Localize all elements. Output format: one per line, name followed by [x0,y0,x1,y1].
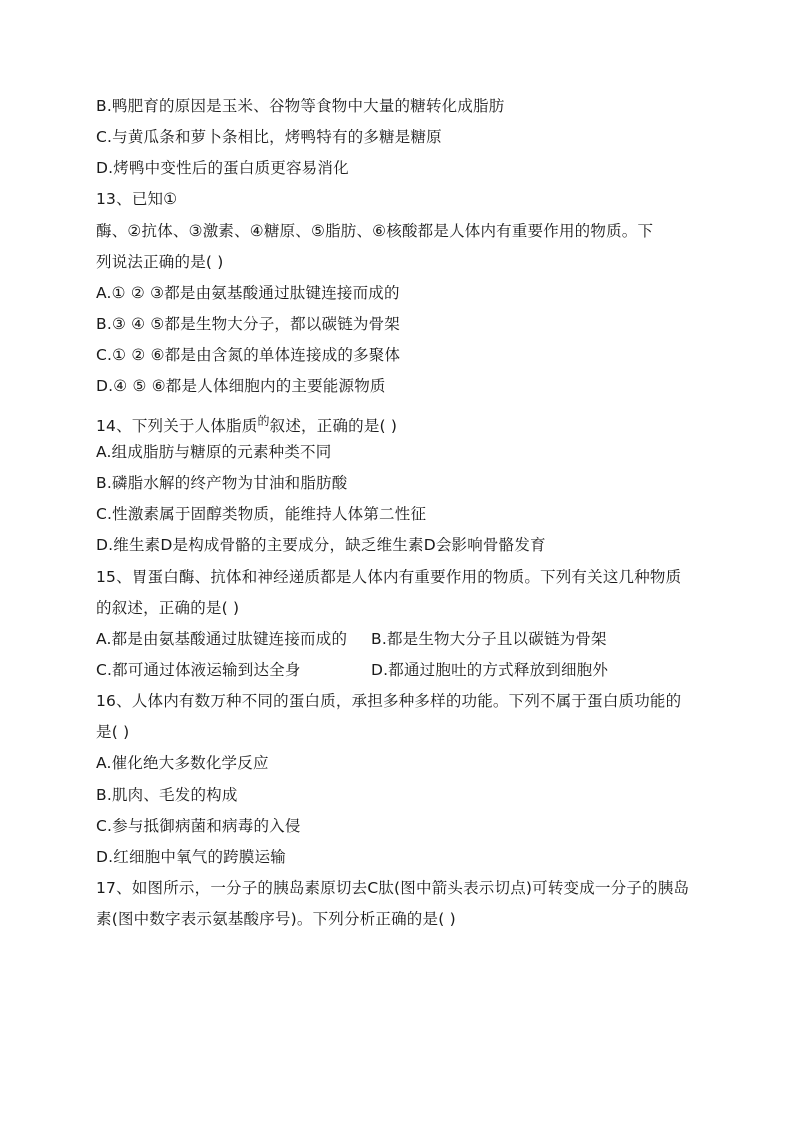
q15-stem-line-1: 15、胃蛋白酶、抗体和神经递质都是人体内有重要作用的物质。下列有关这几种物质 [96,568,682,586]
q13-option-d: D.④ ⑤ ⑥都是人体细胞内的主要能源物质 [96,377,386,395]
q14-option-a: A.组成脂肪与糖原的元素种类不同 [96,443,332,461]
q15-option-c: C.都可通过体液运输到达全身 [96,661,301,679]
q16-stem-line-1: 16、人体内有数万种不同的蛋白质，承担多种多样的功能。下列不属于蛋白质功能的 [96,692,682,710]
q16-stem-line-2: 是( ) [96,723,130,741]
q16-option-b: B.肌肉、毛发的构成 [96,786,238,804]
q15-option-b: B.都是生物大分子且以碳链为骨架 [371,630,607,648]
q13-stem-line-1: 13、已知① [96,190,178,208]
q15-option-a: A.都是由氨基酸通过肽键连接而成的 [96,630,348,648]
q15-stem-line-2: 的叙述，正确的是( ) [96,599,240,617]
q12-option-b: B.鸭肥育的原因是玉米、谷物等食物中大量的糖转化成脂肪 [96,97,505,115]
q14-stem-part-b: 叙述，正确的是( ) [269,417,398,435]
q12-option-d: D.烤鸭中变性后的蛋白质更容易消化 [96,159,349,177]
q16-option-c: C.参与抵御病菌和病毒的入侵 [96,817,301,835]
q14-stem-part-a: 14、下列关于人体脂质 [96,417,258,435]
q14-stem [96,410,397,437]
q16-option-d: D.红细胞中氧气的跨膜运输 [96,848,286,866]
q16-option-a: A.催化绝大多数化学反应 [96,754,269,772]
q14-stem-superscript: 的 [257,414,270,428]
q14-option-b: B.磷脂水解的终产物为甘油和脂肪酸 [96,474,348,492]
q14-option-d: D.维生素D是构成骨骼的主要成分，缺乏维生素D会影响骨骼发育 [96,536,546,554]
q14-option-c: C.性激素属于固醇类物质，能维持人体第二性征 [96,505,427,523]
q17-stem-line-1: 17、如图所示，一分子的胰岛素原切去C肽(图中箭头表示切点)可转变成一分子的胰岛 [96,879,690,897]
q13-stem-line-2: 酶、②抗体、③激素、④糖原、⑤脂肪、⑥核酸都是人体内有重要作用的物质。下 [96,222,654,240]
q12-option-c: C.与黄瓜条和萝卜条相比，烤鸭特有的多糖是糖原 [96,128,442,146]
q17-stem-line-2: 素(图中数字表示氨基酸序号)。下列分析正确的是( ) [96,910,456,928]
q13-option-a: A.① ② ③都是由氨基酸通过肽键连接而成的 [96,284,400,302]
q15-option-d: D.都通过胞吐的方式释放到细胞外 [371,661,609,679]
q13-option-c: C.① ② ⑥都是由含氮的单体连接成的多聚体 [96,346,401,364]
q13-option-b: B.③ ④ ⑤都是生物大分子，都以碳链为骨架 [96,315,401,333]
q13-stem-line-3: 列说法正确的是( ) [96,253,224,271]
